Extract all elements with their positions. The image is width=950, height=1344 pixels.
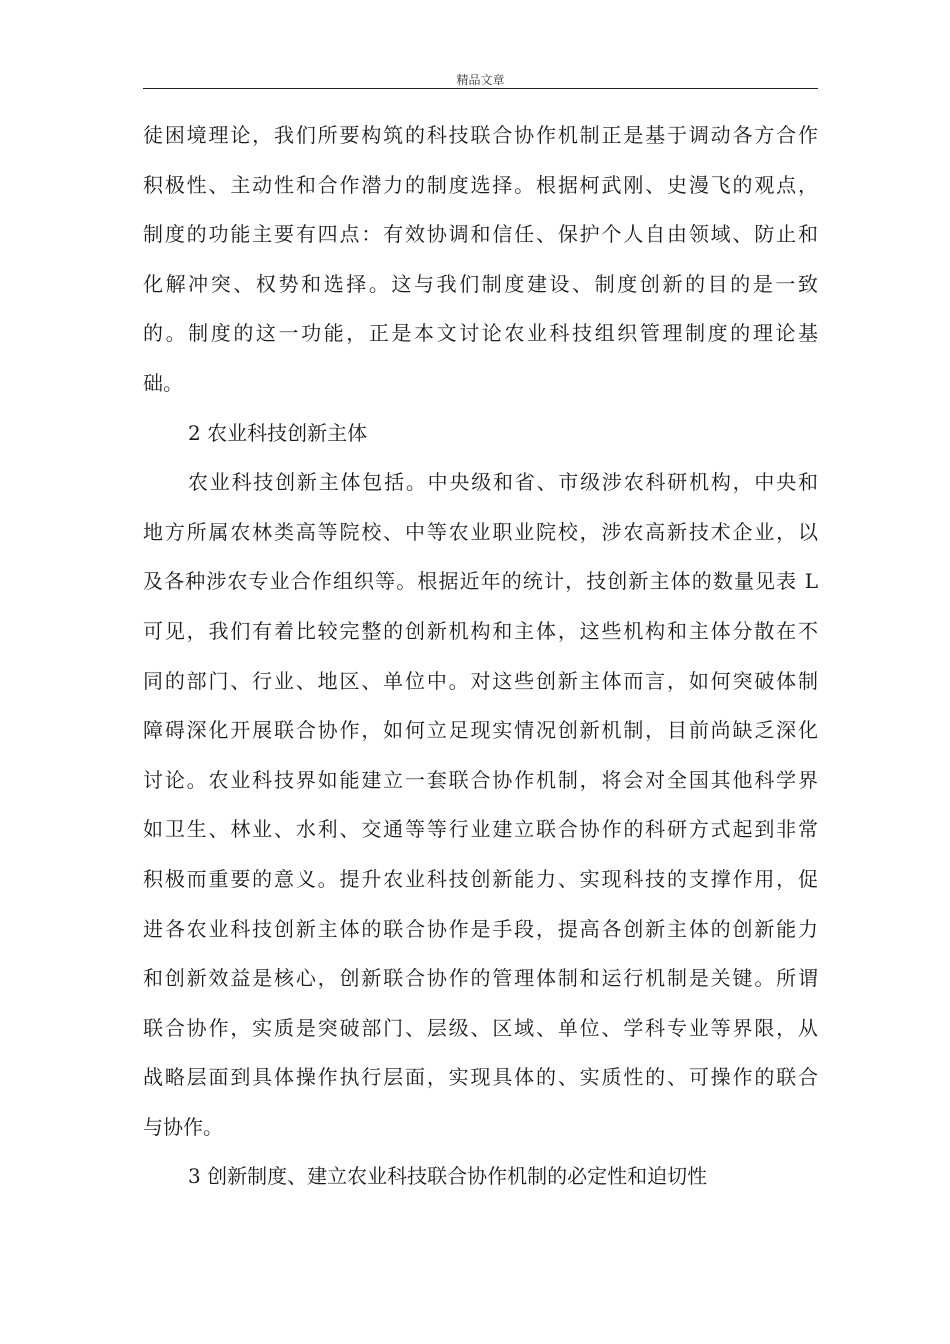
text-line: 可见，我们有着比较完整的创新机构和主体，这些机构和主体分散在不 [143, 618, 818, 643]
paragraph [143, 467, 818, 1161]
header-title: 精品文章 [456, 73, 505, 87]
text-line: 徒困境理论，我们所要构筑的科技联合协作机制正是基于调动各方合作 [143, 123, 818, 147]
text-line: 及各种涉农专业合作组织等。根据近年的统计，技创新主体的数量见表 L [143, 569, 818, 594]
text-line: 地方所属农林类高等院校、中等农业职业院校，涉农高新技术企业，以 [143, 519, 818, 544]
text-line: 与协作。 [143, 1114, 223, 1139]
text-line: 农业科技创新主体包括。中央级和省、市级涉农科研机构，中央和 [188, 470, 818, 495]
paragraph [143, 120, 818, 418]
page-header [143, 74, 818, 89]
text-line: 如卫生、林业、水利、交通等等行业建立联合协作的科研方式起到非常 [143, 817, 818, 842]
text-line: 积极性、主动性和合作潜力的制度选择。根据柯武刚、史漫飞的观点， [143, 172, 818, 197]
document-body [143, 120, 818, 1211]
text-line: 化解冲突、权势和选择。这与我们制度建设、制度创新的目的是一致 [143, 271, 818, 296]
text-line: 讨论。农业科技界如能建立一套联合协作机制，将会对全国其他科学界 [143, 767, 818, 792]
section-heading: 3 创新制度、建立农业科技联合协作机制的必定性和迫切性 [188, 1164, 708, 1189]
section-heading: 2 农业科技创新主体 [188, 420, 368, 445]
text-line: 础。 [143, 370, 183, 395]
text-line: 和创新效益是核心，创新联合协作的管理体制和运行机制是关键。所谓 [143, 966, 818, 991]
text-line: 联合协作，实质是突破部门、层级、区域、单位、学科专业等界限，从 [143, 1015, 818, 1040]
text-line: 障碍深化开展联合协作，如何立足现实情况创新机制，目前尚缺乏深化 [143, 718, 818, 743]
text-line: 战略层面到具体操作执行层面，实现具体的、实质性的、可操作的联合 [143, 1065, 818, 1090]
text-line: 积极而重要的意义。提升农业科技创新能力、实现科技的支撑作用，促 [143, 866, 818, 891]
text-line: 同的部门、行业、地区、单位中。对这些创新主体而言，如何突破体制 [143, 668, 818, 693]
text-line: 制度的功能主要有四点：有效协调和信任、保护个人自由领域、防止和 [143, 222, 818, 247]
text-line: 的。制度的这一功能，正是本文讨论农业科技组织管理制度的理论基 [143, 321, 818, 346]
text-line: 进各农业科技创新主体的联合协作是手段，提高各创新主体的创新能力 [143, 916, 818, 941]
